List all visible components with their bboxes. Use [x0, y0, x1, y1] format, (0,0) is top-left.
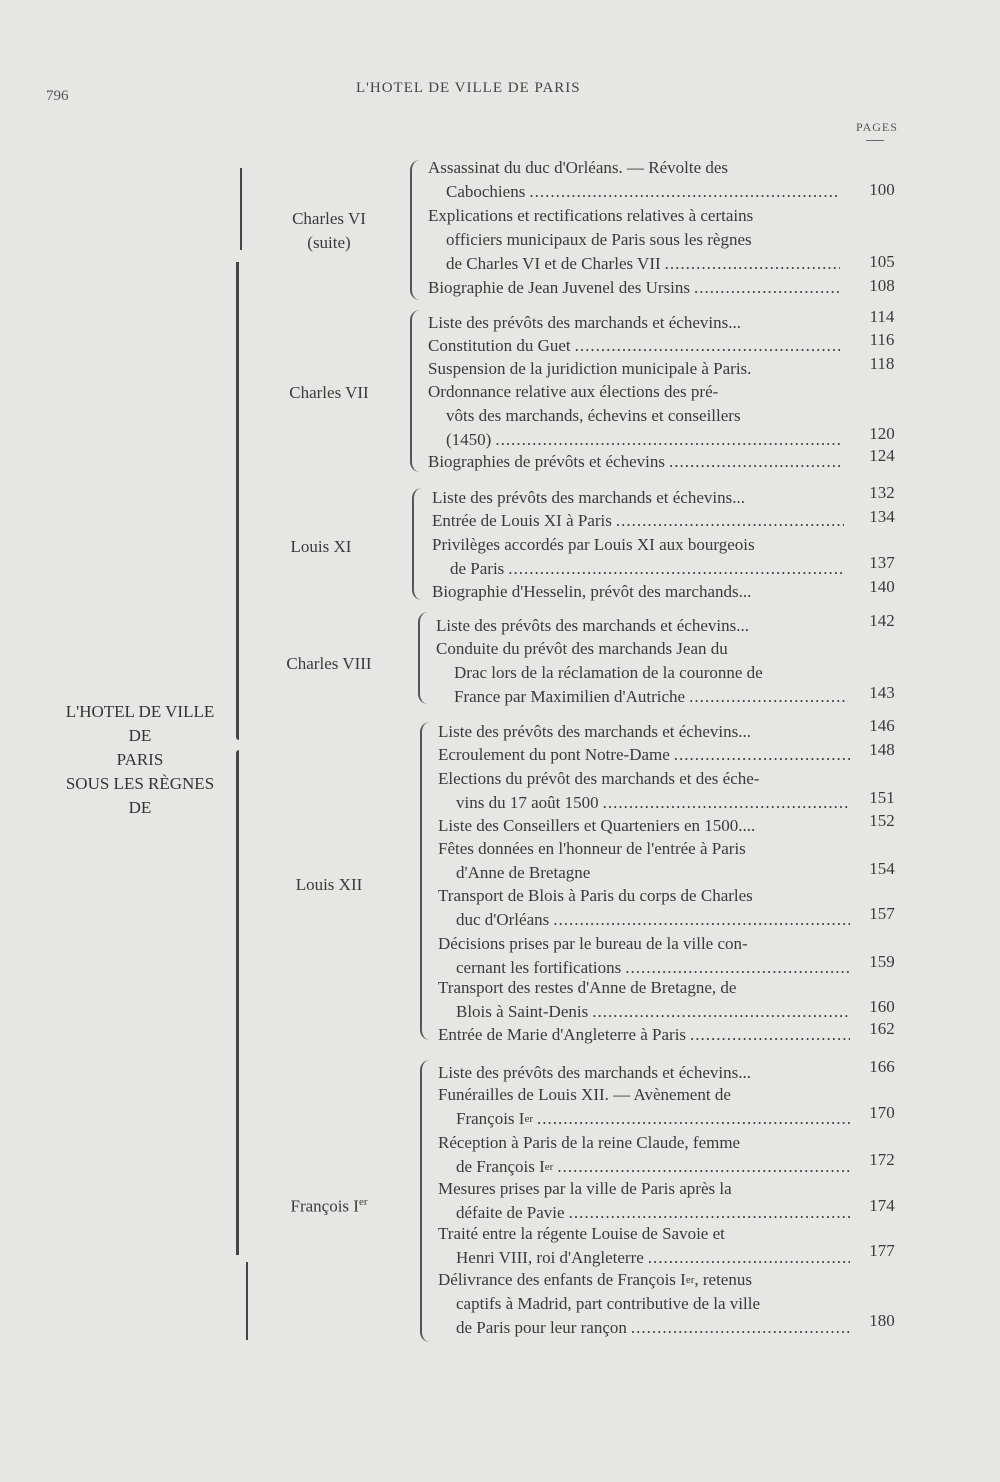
toc-entry[interactable]	[428, 357, 840, 381]
toc-entry[interactable]	[438, 837, 850, 885]
entry-line: Suspension de la juridiction municipale à Paris.	[428, 359, 752, 378]
entry-page: 154	[869, 859, 895, 878]
entry-page: 157	[869, 904, 895, 923]
leader-dots	[690, 1023, 850, 1047]
entry-line: captifs à Madrid, part contributive de la ville	[456, 1294, 761, 1313]
entry-line: officiers municipaux de Paris sous les règnes	[446, 230, 752, 249]
toc-entry[interactable]	[438, 884, 850, 932]
entry-line: défaite de Pavie	[456, 1203, 565, 1222]
entry-line: Traité entre la régente Louise de Savoie et	[438, 1224, 725, 1243]
running-title: L'HOTEL DE VILLE DE PARIS	[356, 80, 581, 96]
reign-louis-xii: Louis XII	[295, 875, 363, 894]
entry-page: 134	[869, 507, 895, 526]
superscript: er	[685, 1274, 695, 1286]
entry-line: Biographie d'Hesselin, prévôt des marchands...	[432, 582, 752, 601]
leader-dots	[616, 509, 844, 533]
entry-page: 137	[869, 553, 895, 572]
entry-line: Constitution du Guet	[428, 336, 571, 355]
entry-page: 114	[869, 307, 895, 326]
entry-line: Réception à Paris de la reine Claude, femme	[438, 1133, 741, 1152]
bracket-charles-vi	[410, 160, 420, 300]
entry-line: duc d'Orléans	[456, 910, 550, 929]
entry-line: France par Maximilien d'Autriche	[454, 687, 686, 706]
entry-line: Entrée de Marie d'Angleterre à Paris	[438, 1025, 687, 1044]
reign-francois-i	[254, 1190, 404, 1219]
toc-entry[interactable]	[436, 637, 848, 709]
leader-dots	[603, 791, 850, 815]
entry-page: 160	[869, 997, 895, 1016]
main-label-line: PARIS	[116, 750, 164, 769]
bracket-louis-xii	[420, 722, 430, 1040]
main-label	[40, 700, 240, 820]
toc-entry[interactable]	[428, 450, 840, 474]
leader-dots	[508, 557, 844, 581]
entry-page: 174	[869, 1196, 895, 1215]
left-rule-lower-curve	[236, 750, 239, 1255]
toc-entry[interactable]	[438, 743, 850, 767]
entry-line-rest: , retenus	[694, 1270, 752, 1289]
superscript: er	[544, 1161, 554, 1173]
bracket-louis-xi	[412, 488, 422, 600]
entry-line: Fêtes données en l'honneur de l'entrée à Paris	[438, 839, 746, 858]
entry-line: Liste des prévôts des marchands et échevins...	[438, 1063, 751, 1082]
entry-line: Liste des prévôts des marchands et échevins...	[436, 616, 749, 635]
toc-entry[interactable]	[428, 204, 840, 276]
entry-line: Liste des Conseillers et Quarteniers en 1500....	[438, 816, 756, 835]
entry-line: Biographies de prévôts et échevins	[428, 452, 665, 471]
bracket-charles-viii	[418, 612, 428, 704]
entry-line: vôts des marchands, échevins et conseillers	[446, 406, 741, 425]
entry-page: 143	[869, 683, 895, 702]
page-number: 796	[46, 88, 69, 104]
superscript: er	[524, 1113, 534, 1125]
entry-page: 132	[869, 483, 895, 502]
entry-line: (1450)	[446, 430, 492, 449]
entry-line: vins du 17 août 1500	[456, 793, 599, 812]
left-rule-top	[240, 168, 242, 250]
left-rule-bottom	[246, 1262, 248, 1340]
reign-charles-vii: Charles VII	[289, 383, 369, 402]
reign-label: Charles VI	[292, 209, 366, 228]
toc-entry[interactable]	[438, 1061, 850, 1085]
entry-line: cernant les fortifications	[456, 958, 622, 977]
entry-line: de Charles VI et de Charles VII	[446, 254, 661, 273]
entry-page: 159	[869, 952, 895, 971]
entry-line: Mesures prises par la ville de Paris après la	[438, 1179, 732, 1198]
entry-page: 120	[869, 424, 895, 443]
leader-dots	[674, 743, 850, 767]
entry-page: 140	[869, 577, 895, 596]
entry-page: 151	[869, 788, 895, 807]
toc-entry[interactable]	[432, 533, 844, 581]
entry-line: Henri VIII, roi d'Angleterre	[456, 1248, 644, 1267]
toc-entry[interactable]	[438, 1268, 850, 1340]
entry-page: 142	[869, 611, 895, 630]
toc-entry[interactable]	[438, 932, 850, 980]
toc-entry[interactable]	[428, 156, 840, 204]
leader-dots	[592, 1000, 850, 1024]
entry-page: 100	[869, 180, 895, 199]
leader-dots	[575, 334, 840, 358]
entry-page: 152	[869, 811, 895, 830]
entry-line: Délivrance des enfants de François I	[438, 1270, 686, 1289]
toc-entry[interactable]	[438, 1131, 850, 1179]
entry-line: Liste des prévôts des marchands et échevins...	[428, 313, 741, 332]
entry-line: Ecroulement du pont Notre-Dame	[438, 745, 670, 764]
main-label-line: SOUS LES RÈGNES	[65, 774, 215, 793]
left-rule-upper-curve	[236, 262, 239, 740]
entry-page: 172	[869, 1150, 895, 1169]
toc-entry[interactable]	[432, 486, 844, 510]
leader-dots	[631, 1316, 850, 1340]
entry-line: Conduite du prévôt des marchands Jean du	[436, 639, 728, 658]
entry-page: 124	[869, 446, 895, 465]
reign-label-suite: (suite)	[307, 233, 351, 252]
entry-line: Funérailles de Louis XII. — Avènement de	[438, 1085, 731, 1104]
leader-dots	[553, 908, 850, 932]
bracket-francois-i	[420, 1060, 430, 1342]
leader-dots	[669, 450, 840, 474]
toc-entry[interactable]	[438, 767, 850, 815]
entry-line: de Paris pour leur rançon	[456, 1318, 627, 1337]
toc-entry[interactable]	[438, 814, 850, 838]
leader-dots	[557, 1155, 850, 1179]
bracket-charles-vii	[410, 310, 420, 472]
entry-page: 116	[869, 330, 895, 349]
entry-line: Liste des prévôts des marchands et échevins...	[438, 722, 751, 741]
toc-entry[interactable]	[438, 1177, 850, 1225]
entry-line: François I	[456, 1109, 525, 1128]
entry-line: Ordonnance relative aux élections des pré-	[428, 382, 719, 401]
reign-label-sup: er	[358, 1196, 368, 1208]
entry-page: 177	[869, 1241, 895, 1260]
entry-page: 162	[869, 1019, 895, 1038]
entry-line: de Paris	[450, 559, 505, 578]
leader-dots	[537, 1107, 850, 1131]
main-label-line: DE	[128, 798, 152, 817]
entry-line: Transport des restes d'Anne de Bretagne, de	[438, 978, 737, 997]
toc-entry[interactable]	[428, 276, 840, 300]
pages-label-rule	[866, 140, 884, 141]
toc-entry[interactable]	[438, 976, 850, 1024]
leader-dots	[689, 685, 848, 709]
toc-entry[interactable]	[428, 334, 840, 358]
toc-entry[interactable]	[436, 614, 848, 638]
toc-entry[interactable]	[432, 509, 844, 533]
leader-dots	[495, 428, 840, 452]
toc-entry[interactable]	[432, 580, 844, 604]
entry-page: 148	[869, 740, 895, 759]
entry-page: 108	[869, 276, 895, 295]
reign-charles-vi	[254, 207, 404, 255]
entry-line: Drac lors de la réclamation de la couronne de	[454, 663, 763, 682]
toc-entry[interactable]	[428, 311, 840, 335]
reign-louis-xi: Louis XI	[290, 537, 352, 556]
leader-dots	[648, 1246, 850, 1270]
entry-page: 105	[869, 252, 895, 271]
entry-page: 146	[869, 716, 895, 735]
leader-dots	[665, 252, 840, 276]
entry-line: d'Anne de Bretagne	[456, 863, 591, 882]
entry-line: Explications et rectifications relatives à certains	[428, 206, 754, 225]
entry-line: Entrée de Louis XI à Paris	[432, 511, 612, 530]
entry-line: Assassinat du duc d'Orléans. — Révolte des	[428, 158, 729, 177]
main-label-line: L'HOTEL DE VILLE	[65, 702, 215, 721]
entry-page: 118	[869, 354, 895, 373]
toc-entry[interactable]	[428, 380, 840, 452]
entry-line: Liste des prévôts des marchands et échevins...	[432, 488, 745, 507]
entry-line: Blois à Saint-Denis	[456, 1002, 589, 1021]
entry-page: 166	[869, 1057, 895, 1076]
toc-entry[interactable]	[438, 720, 850, 744]
leader-dots	[529, 180, 840, 204]
entry-line: Transport de Blois à Paris du corps de Charles	[438, 886, 753, 905]
toc-entry[interactable]	[438, 1083, 850, 1131]
entry-line: Elections du prévôt des marchands et des éche-	[438, 769, 760, 788]
entry-page: 170	[869, 1103, 895, 1122]
pages-column-label: PAGES	[856, 120, 898, 134]
main-label-line: DE	[128, 726, 152, 745]
entry-line: Privilèges accordés par Louis XI aux bourgeois	[432, 535, 755, 554]
entry-line: Décisions prises par le bureau de la ville con-	[438, 934, 748, 953]
entry-line: de François I	[456, 1157, 545, 1176]
reign-charles-viii: Charles VIII	[286, 654, 372, 673]
toc-entry[interactable]	[438, 1023, 850, 1047]
entry-page: 180	[869, 1311, 895, 1330]
entry-line: Cabochiens	[446, 182, 526, 201]
entry-line: Biographie de Jean Juvenel des Ursins	[428, 278, 691, 297]
toc-entry[interactable]	[438, 1222, 850, 1270]
reign-label: François I	[290, 1196, 359, 1216]
leader-dots	[694, 276, 840, 300]
